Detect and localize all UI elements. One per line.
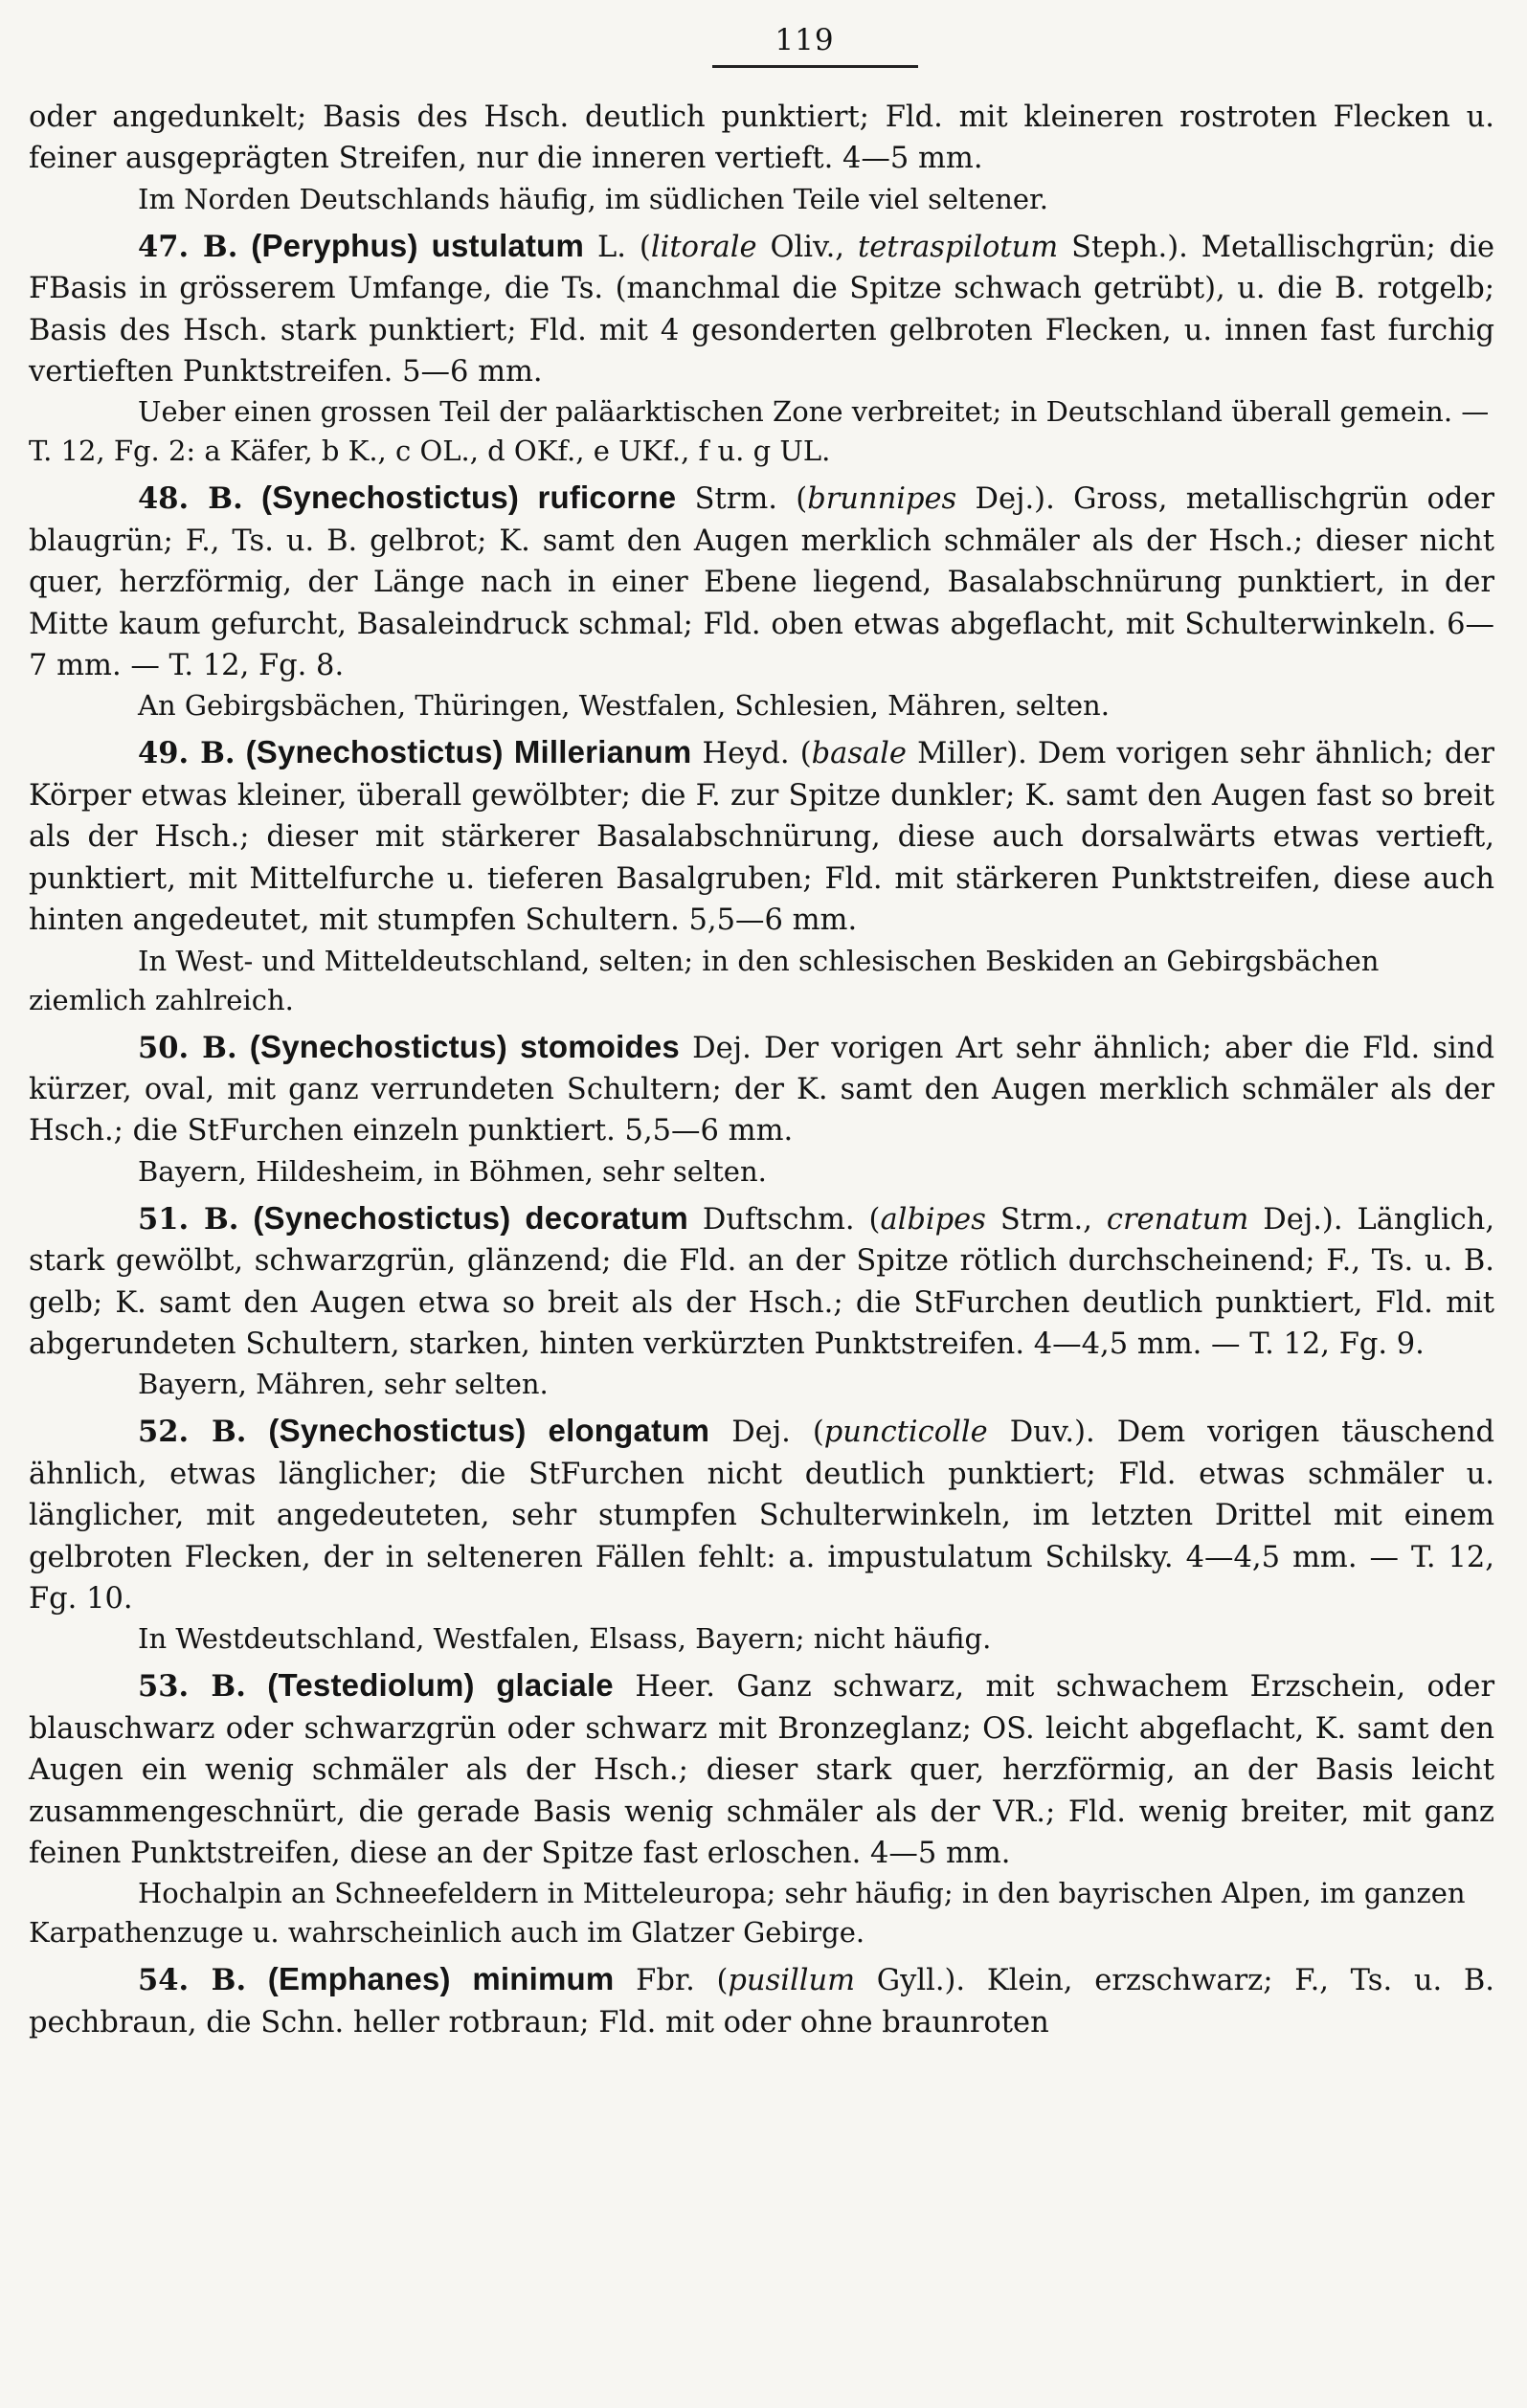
intro-continuation (29, 97, 1494, 219)
species-number: 47. B. (138, 229, 238, 264)
author-name: Strm. ( (694, 482, 808, 517)
subgenus-name: (Testediolum) (267, 1667, 475, 1704)
author-name: Dej. ( (731, 1416, 824, 1450)
distribution-note: Hochalpin an Schneefeldern in Mitteleuropa; sehr häufig; in den bayrischen Alpen, im ganzen Karpathenzuge u. wahrscheinlich auch im Glatzer Gebirge. (29, 1877, 1466, 1950)
species-description (29, 477, 1494, 686)
synonym: basale (811, 737, 907, 771)
distribution-note: Ueber einen grossen Teil der paläarktischen Zone verbreitet; in Deutschland überall gemein. — T. 12, Fg. 2: a Käfer, b K., c OL., d OKf., e UKf., f u. g UL. (29, 395, 1490, 468)
author-name: Heyd. ( (702, 737, 812, 771)
species-name: glaciale (496, 1667, 614, 1704)
subgenus-name: (Synechostictus) (249, 1028, 507, 1064)
subgenus-name: (Synechostictus) (268, 1413, 527, 1449)
synonym-2: tetraspilotum (857, 230, 1059, 264)
synonym: pusillum (728, 1964, 856, 1998)
species-name: ustulatum (431, 227, 585, 263)
intro-text: oder angedunkelt; Basis des Hsch. deutlich punktiert; Fld. mit kleineren rostroten Flecken u. feiner ausgeprägten Streifen, nur die inneren vertieft. 4—5 mm. (29, 100, 1494, 176)
subgenus-name: (Synechostictus) (245, 734, 504, 770)
distribution-note: An Gebirgsbächen, Thüringen, Westfalen, Schlesien, Mähren, selten. (138, 689, 1110, 723)
description-text: Ganz schwarz, mit schwachem Erzschein, oder blauschwarz oder schwarzgrün oder schwarz mit Bronzeglanz; OS. leicht abgeflacht, K. samt den Augen ein wenig schmäler als der Hsch.; dieser stark quer, herzförmig, an der Basis leicht zusammengeschnürt, die gerade Basis wenig schmäler als der VR.; Fld. wenig breiter, mit ganz feinen Punktstreifen, diese an der Spitze fast erloschen. 4—5 mm. (29, 1670, 1495, 1870)
species-number: 51. B. (138, 1201, 239, 1237)
distribution-note: Bayern, Mähren, sehr selten. (138, 1368, 549, 1401)
description-text: Miller). Dem vorigen sehr ähnlich; der Körper etwas kleiner, überall gewölbter; die F. zur Spitze dunkler; K. samt den Augen fast so breit als der Hsch.; dieser mit stärkerer Basalabschnürung, diese auch dorsalwärts etwas vertieft, punktiert, mit Mittelfurche u. tieferen Basalgruben; Fld. mit stärkeren Punktstreifen, diese auch hinten angedeutet, mit stumpfen Schultern. 5,5—6 mm. (29, 737, 1494, 938)
description-text: Steph.). Metallischgrün; die FBasis in grösserem Umfange, die Ts. (manchmal die Spitze schwach getrübt), u. die B. rotgelb; Basis des Hsch. stark punktiert; Fld. mit 4 gesonderten gelbroten Flecken, u. innen fast furchig vertieften Punktstreifen. 5—6 mm. (29, 230, 1495, 390)
species-number: 53. B. (138, 1669, 246, 1705)
species-number: 48. B. (138, 481, 243, 517)
description-text: Gyll.). Klein, erzschwarz; F., Ts. u. B. pechbraun, die Schn. heller rotbraun; Fld. mit oder ohne braunroten (29, 1964, 1494, 2040)
distribution-note: Bayern, Hildesheim, in Böhmen, sehr selten. (138, 1154, 767, 1188)
species-entry (29, 1958, 1494, 2043)
description-text: Der vorigen Art sehr ähnlich; aber die Fld. sind kürzer, oval, mit ganz verrundeten Schultern; der K. samt den Augen merklich schmäler als der Hsch.; die StFurchen einzeln punktiert. 5,5—6 mm. (29, 1031, 1494, 1148)
author-name: Heer. (635, 1670, 715, 1705)
subgenus-name: (Synechostictus) (261, 479, 520, 516)
distribution-note: In Westdeutschland, Westfalen, Elsass, Bayern; nicht häufig. (138, 1622, 992, 1656)
species-entry (29, 1410, 1494, 1659)
intro-distribution: Im Norden Deutschlands häufig, im südlichen Teile viel seltener. (138, 182, 1048, 215)
species-description (29, 731, 1494, 941)
synonym: puncticolle (823, 1416, 988, 1450)
species-description (29, 1197, 1494, 1366)
species-entry (29, 1026, 1494, 1192)
species-name: minimum (472, 1961, 615, 1997)
page-number: 119 (775, 23, 835, 57)
species-description (29, 1958, 1494, 2043)
synonym: albipes (880, 1202, 986, 1237)
species-description (29, 225, 1494, 393)
description-text: Dej.). Gross, metallischgrün oder blaugrün; F., Ts. u. B. gelbrot; K. samt den Augen merklich schmäler als der Hsch.; dieser nicht quer, herzförmig, der Länge nach in einer Ebene liegend, Basalabschnürung punktiert, in der Mitte kaum gefurcht, Basaleindruck schmal; Fld. oben etwas abgeflacht, mit Schulterwinkeln. 6—7 mm. — T. 12, Fg. 8. (29, 482, 1495, 683)
synonym: litorale (650, 230, 757, 264)
subgenus-name: (Synechostictus) (253, 1199, 511, 1236)
subgenus-name: (Peryphus) (251, 227, 418, 263)
subgenus-name: (Emphanes) (267, 1961, 451, 1997)
species-entries (29, 225, 1494, 2043)
synonym-author: Strm., (999, 1202, 1092, 1237)
author-name: L. ( (597, 230, 651, 264)
species-entry (29, 225, 1494, 472)
author-name: Duftschm. ( (702, 1202, 881, 1237)
species-number: 54. B. (138, 1963, 247, 1998)
header-rule (712, 65, 918, 68)
species-name: Millerianum (513, 734, 692, 770)
species-entry (29, 477, 1494, 725)
species-number: 50. B. (138, 1030, 237, 1065)
species-entry (29, 1664, 1494, 1952)
species-number: 49. B. (138, 736, 236, 771)
species-description (29, 1664, 1494, 1874)
species-entry (29, 731, 1494, 1019)
synonym-2: crenatum (1106, 1202, 1249, 1237)
author-name: Fbr. ( (636, 1964, 729, 1998)
description-text: Duv.). Dem vorigen täuschend ähnlich, etwas länglicher; die StFurchen nicht deutlich punktiert; Fld. etwas schmäler u. länglicher, mit angedeuteten, sehr stumpfen Schulterwinkeln, im letzten Drittel mit einem gelbroten Flecken, der in selteneren Fällen fehlt: a. impustulatum Schilsky. 4—4,5 mm. — T. 12, Fg. 10. (29, 1416, 1494, 1616)
species-name: stomoides (520, 1028, 680, 1064)
species-number: 52. B. (138, 1415, 247, 1450)
synonym-author: Oliv., (770, 230, 845, 264)
description-text: Dej.). Länglich, stark gewölbt, schwarzgrün, glänzend; die Fld. an der Spitze rötlich durchscheinend; F., Ts. u. B. gelb; K. samt den Augen etwa so breit als der Hsch.; die StFurchen deutlich punktiert, Fld. mit abgerundeten Schultern, starken, hinten verkürzten Punktstreifen. 4—4,5 mm. — T. 12, Fg. 9. (29, 1202, 1495, 1361)
species-description (29, 1026, 1494, 1152)
species-description (29, 1410, 1494, 1619)
author-name: Dej. (692, 1031, 752, 1065)
species-name: ruficorne (537, 479, 677, 516)
synonym: brunnipes (807, 482, 957, 517)
species-name: elongatum (548, 1413, 710, 1449)
distribution-note: In West- und Mitteldeutschland, selten; in den schlesischen Beskiden an Gebirgsbächen ziemlich zahlreich. (29, 944, 1380, 1016)
species-entry (29, 1197, 1494, 1405)
species-name: decoratum (525, 1199, 688, 1236)
